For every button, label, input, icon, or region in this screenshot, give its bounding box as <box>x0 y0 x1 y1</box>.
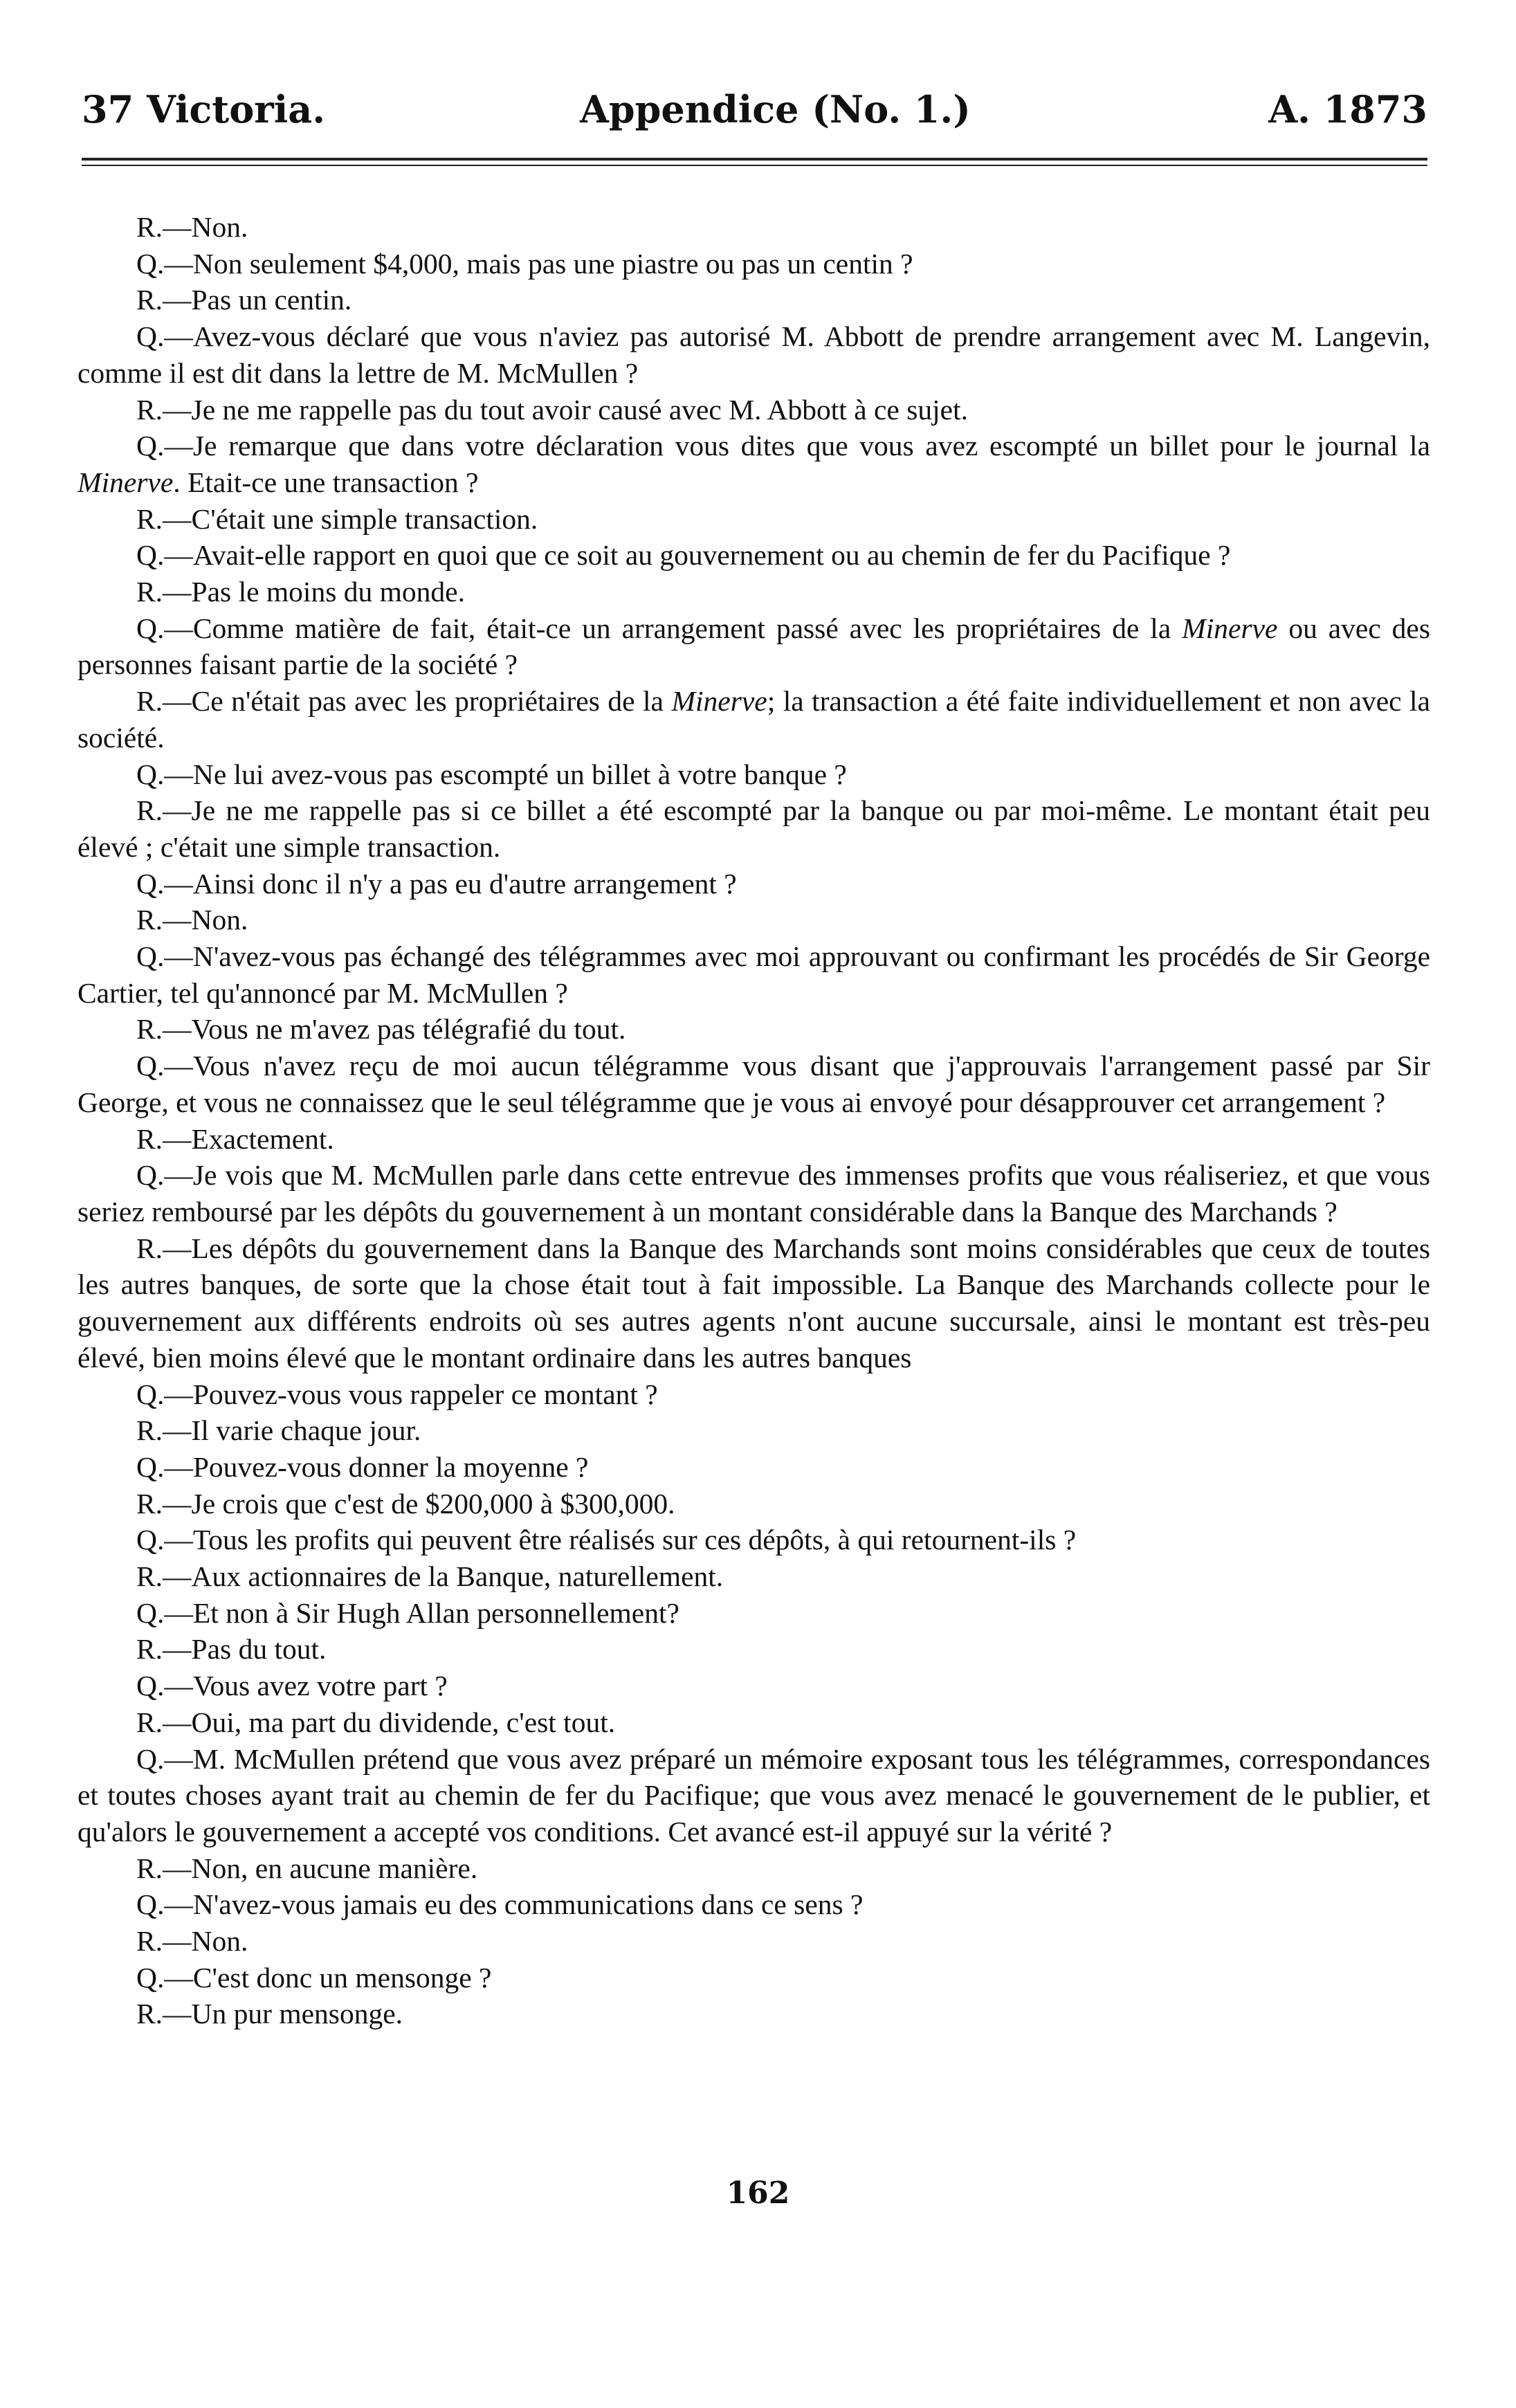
paragraph: R.—Non, en aucune manière. <box>136 1852 478 1884</box>
paragraph: R.—Je crois que c'est de $200,000 à $300,000. <box>136 1487 675 1520</box>
testimony-body <box>77 209 1430 2032</box>
paragraph: R.—C'était une simple transaction. <box>136 502 538 535</box>
header-volume: 37 Victoria. <box>82 87 326 131</box>
paragraph: R.—Non. <box>136 211 248 243</box>
paragraph: Q.—N'avez-vous pas échangé des télégrammes avec moi approuvant ou confirmant les procédés de Sir George Cartier, tel qu'annoncé par M. McMullen ? <box>77 940 1430 1009</box>
paragraph: Q.—Vous avez votre part ? <box>136 1670 448 1702</box>
paragraph: R.—Exactement. <box>136 1122 334 1155</box>
paragraph: R.—Les dépôts du gouvernement dans la Banque des Marchands sont moins considérables que ceux de toutes les autres banques, de sorte que la chose était tout à fait impossible. La Banque des Marchands collecte pour le gouvernement aux différents endroits où ses autres agents n'ont aucune succursale, ainsi le montant est très-peu élevé, bien moins élevé que le montant ordinaire dans les autres banques <box>77 1232 1430 1374</box>
paragraph: R.—Pas un centin. <box>136 284 352 316</box>
paragraph: R.—Pas le moins du monde. <box>136 576 465 608</box>
paragraph: R.—Oui, ma part du dividende, c'est tout. <box>136 1706 616 1738</box>
paragraph: Q.—Non seulement $4,000, mais pas une piastre ou pas un centin ? <box>136 247 913 280</box>
paragraph: Q.—Comme matière de fait, était-ce un arrangement passé avec les propriétaires de la Minerve ou avec des personnes faisant partie de la société ? <box>77 612 1430 681</box>
paragraph: Q.—N'avez-vous jamais eu des communications dans ce sens ? <box>136 1888 864 1921</box>
paragraph: R.—Ce n'était pas avec les propriétaires de la Minerve; la transaction a été faite individuellement et non avec la société. <box>77 685 1430 754</box>
paragraph: Q.—Pouvez-vous donner la moyenne ? <box>136 1450 589 1483</box>
paragraph: Q.—Avait-elle rapport en quoi que ce soit au gouvernement ou au chemin de fer du Pacifique ? <box>136 539 1231 572</box>
paragraph: R.—Non. <box>136 1925 248 1958</box>
paragraph: Q.—Je vois que M. McMullen parle dans cette entrevue des immenses profits que vous réaliseriez, et que vous seriez remboursé par les dépôts du gouvernement à un montant considérable dans la Banque des Marchands ? <box>77 1159 1430 1228</box>
paragraph: R.—Il varie chaque jour. <box>136 1414 421 1447</box>
page-number: 162 <box>726 2176 790 2211</box>
paragraph: R.—Un pur mensonge. <box>136 1998 403 2030</box>
paragraph: Q.—Pouvez-vous vous rappeler ce montant ? <box>136 1378 658 1410</box>
running-header <box>82 82 1427 137</box>
paragraph: R.—Non. <box>136 904 248 936</box>
paragraph: Q.—Ainsi donc il n'y a pas eu d'autre arrangement ? <box>136 867 737 900</box>
header-year: A. 1873 <box>1268 87 1427 131</box>
paragraph: Q.—M. McMullen prétend que vous avez préparé un mémoire exposant tous les télégrammes, correspondances et toutes choses ayant trait au chemin de fer du Pacifique; que vous avez menacé le gouvernement de le publier, et qu'alors le gouvernement a accepté vos conditions. Cet avancé est-il appuyé sur la vérité ? <box>77 1742 1430 1848</box>
paragraph: Q.—Avez-vous déclaré que vous n'aviez pas autorisé M. Abbott de prendre arrangement avec M. Langevin, comme il est dit dans la lettre de M. McMullen ? <box>77 320 1430 389</box>
paragraph: R.—Aux actionnaires de la Banque, naturellement. <box>136 1560 724 1593</box>
header-rule-thick <box>82 158 1427 161</box>
header-title: Appendice (No. 1.) <box>580 87 971 131</box>
paragraph: R.—Pas du tout. <box>136 1633 327 1666</box>
paragraph: Q.—Et non à Sir Hugh Allan personnellement? <box>136 1596 679 1629</box>
paragraph: R.—Je ne me rappelle pas si ce billet a été escompté par la banque ou par moi-même. Le montant était peu élevé ; c'était une simple transaction. <box>77 794 1430 863</box>
paragraph: R.—Vous ne m'avez pas télégrafié du tout. <box>136 1013 626 1046</box>
paragraph: Q.—Je remarque que dans votre déclaration vous dites que vous avez escompté un billet pour le journal la Minerve. Etait-ce une transaction ? <box>77 430 1430 498</box>
paragraph: R.—Je ne me rappelle pas du tout avoir causé avec M. Abbott à ce sujet. <box>136 393 968 426</box>
paragraph: Q.—Vous n'avez reçu de moi aucun télégramme vous disant que j'approuvais l'arrangement passé par Sir George, et vous ne connaissez que le seul télégramme que je vous ai envoyé pour désapprouver cet arrangement ? <box>77 1050 1430 1118</box>
header-rule-thin <box>82 165 1427 166</box>
paragraph: Q.—Ne lui avez-vous pas escompté un billet à votre banque ? <box>136 758 847 790</box>
paragraph: Q.—C'est donc un mensonge ? <box>136 1961 492 1994</box>
paragraph: Q.—Tous les profits qui peuvent être réalisés sur ces dépôts, à qui retournent-ils ? <box>136 1524 1077 1556</box>
